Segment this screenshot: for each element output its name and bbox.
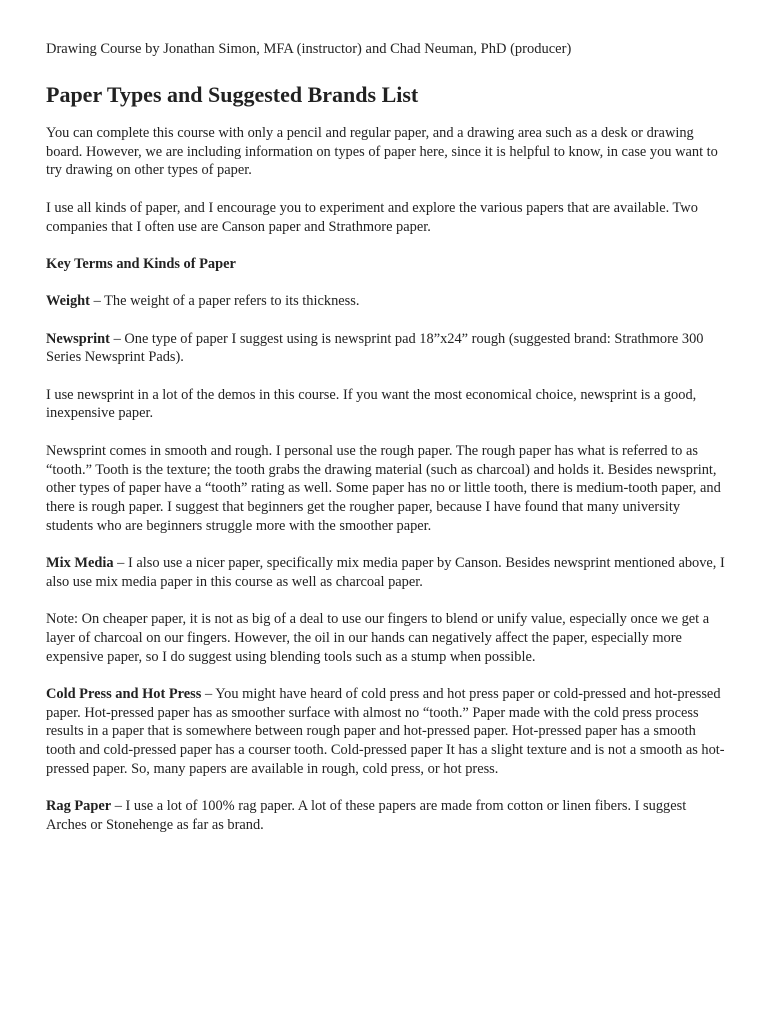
intro-paragraph-2: I use all kinds of paper, and I encourage you to experiment and explore the various papers that are available. Two companies that I often use are Canson paper and Strathmore paper. [46,199,698,235]
course-byline: Drawing Course by Jonathan Simon, MFA (instructor) and Chad Neuman, PhD (producer) [46,41,572,57]
mix-media-note: Note: On cheaper paper, it is not as big of a deal to use our fingers to blend or unify value, especially once we get a layer of charcoal on our fingers. However, the oil in our hands can negatively affect the paper, especially more expensive paper, so I do suggest using blending tools such as a stump when possible. [46,611,710,665]
mix-media-text: – I also use a nicer paper, specifically mix media paper by Canson. Besides newsprint mentioned above, I also use mix media paper in this course as well as charcoal paper. [46,555,725,590]
rag-paper-paragraph [46,797,726,834]
newsprint-paragraph-2: I use newsprint in a lot of the demos in this course. If you want the most economical choice, newsprint is a good, inexpensive paper. [46,386,697,422]
page-title: Paper Types and Suggested Brands List [46,82,419,107]
intro-paragraph-1: You can complete this course with only a pencil and regular paper, and a drawing area such as a desk or drawing board. However, we are including information on types of paper here, since it is helpful to know, in case you want to try drawing on other types of paper. [46,125,718,179]
weight-text: – The weight of a paper refers to its thickness. [89,293,360,310]
weight-term: Weight [46,293,90,310]
cold-hot-press-term: Cold Press and Hot Press [46,685,202,702]
newsprint-paragraph-3: Newsprint comes in smooth and rough. I personal use the rough paper. The rough paper has what is referred to as “tooth.” Tooth is the texture; the tooth grabs the drawing material (such as charcoal) and holds it. Besides newsprint, other types of paper have a “tooth” rating as well. Some paper has no or little tooth, there is medium-tooth paper, and there is rough paper. I suggest that beginners get the rougher paper, because I have found that many university students who are beginners struggle more with the smoother paper. [46,442,721,534]
cold-hot-press-text: – You might have heard of cold press and hot press paper or cold-pressed and hot-pressed paper. Hot-pressed paper has as smoother surface with almost no “tooth.” Paper made with the cold press process results in a paper that is somewhere between rough paper and hot-pressed paper. Hot-pressed paper has a smooth tooth and cold-pressed paper has a courser tooth. Cold-pressed paper It has a slight texture and is not a smooth as hot-pressed paper. So, many papers are available in rough, cold press, or hot press. [46,685,725,777]
newsprint-text: – One type of paper I suggest using is newsprint pad 18”x24” rough (suggested brand: Strathmore 300 Series Newsprint Pads). [46,330,704,366]
key-terms-heading: Key Terms and Kinds of Paper [46,255,236,272]
rag-paper-text: – I use a lot of 100% rag paper. A lot of these papers are made from cotton or linen fibers. I suggest Arches or Stonehenge as far as brand. [46,798,687,833]
newsprint-term: Newsprint [46,330,110,347]
rag-paper-term: Rag Paper [46,798,112,815]
cold-hot-press-paragraph [46,685,726,779]
mix-media-paragraph [46,554,726,591]
mix-media-term: Mix Media [46,555,114,572]
newsprint-paragraph [46,330,726,367]
weight-paragraph [46,292,726,311]
document-page [46,40,726,853]
